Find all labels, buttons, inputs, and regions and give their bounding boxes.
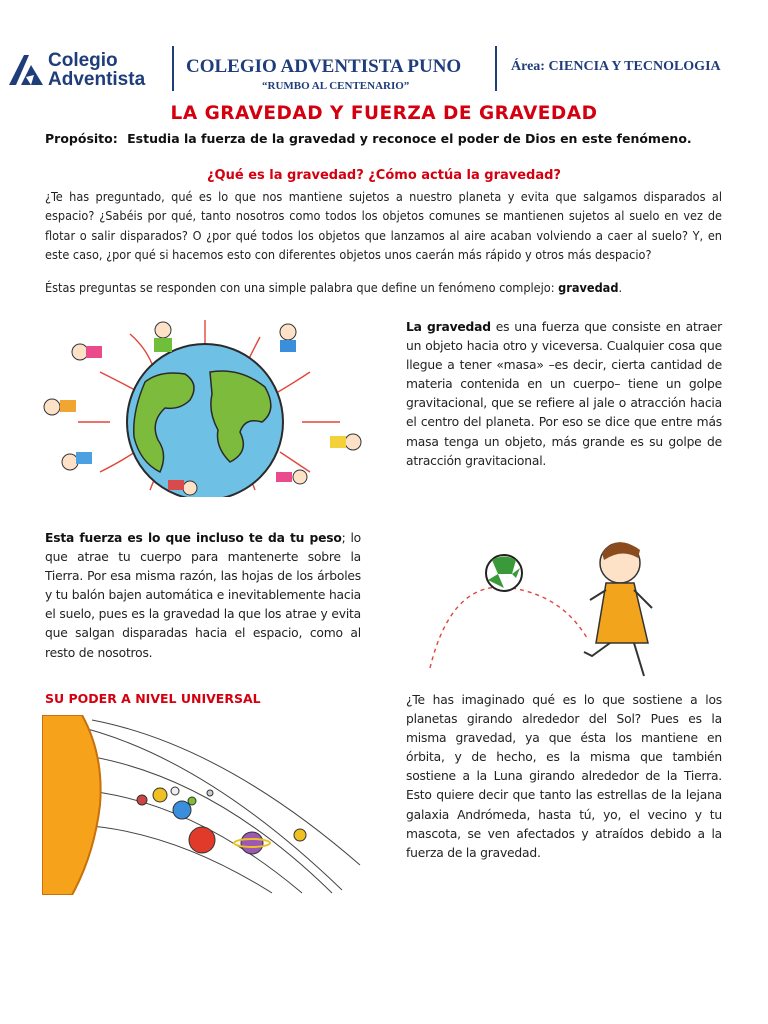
ball-trajectory [430,587,587,668]
intro-paragraph: ¿Te has preguntado, qué es lo que nos mantiene sujetos a nuestro planeta y evita que salgamos disparados al espacio? ¿Sabéis por qué, tanto nosotros como todos los objetos comunes se mantienen sujetos al suelo en vez de flotar o salir disparados? O ¿por qué todos los objetos que lanzamos al aire acaban volviendo a caer al suelo? Y, en este caso, ¿por qué si hacemos esto con diferentes objetos unos caerán más rápido y otros más despacio? [45,189,722,262]
answer-end: . [618,280,623,295]
question-heading: ¿Qué es la gravedad? ¿Cómo actúa la gravedad? [207,168,561,183]
school-name: COLEGIO ADVENTISTA PUNO [186,56,462,77]
area-label: Área: CIENCIA Y TECNOLOGIA [511,59,721,74]
weight-text: ; lo que atrae tu cuerpo para mantenerte sobre la Tierra. Por esa misma razón, las hojas de los árboles y tu balón bajen automática e inevitablemente hacia el suelo, pues es la gravedad la que los atrae y evita que salgan disparadas hacia el espacio, como al resto de nosotros. [45,531,361,660]
girl-kicking-ball-illustration [412,528,712,678]
school-motto: “RUMBO AL CENTENARIO” [262,80,410,92]
answer-text: Éstas preguntas se responden con una simple palabra que define un fenómeno complejo: [45,280,559,295]
page-title: LA GRAVEDAD Y FUERZA DE GRAVEDAD [170,103,598,124]
girl-icon [584,542,652,676]
divider-left [172,46,174,91]
answer-line [45,278,722,297]
purpose-text: Estudia la fuerza de la gravedad y reconoce el poder de Dios en este fenómeno. [127,131,692,146]
definition-bold: La gravedad [406,320,491,334]
divider-right [495,46,497,91]
purpose [45,131,692,146]
sun-icon [42,715,101,895]
universal-heading: SU PODER A NIVEL UNIVERSAL [45,691,261,706]
gravity-definition [406,318,722,471]
school-logo-icon [7,53,45,87]
weight-paragraph [45,529,361,663]
soccer-ball-icon [486,555,522,591]
weight-bold: Esta fuerza es lo que incluso te da tu peso [45,531,342,545]
logo-line-1: Colegio [48,50,118,71]
purpose-label: Propósito: [45,131,118,146]
logo-line-2: Adventista [48,69,146,90]
earth-kids-illustration [40,312,370,497]
orbits [72,720,360,893]
answer-bold: gravedad [558,280,619,295]
universe-paragraph: ¿Te has imaginado qué es lo que sostiene a los planetas girando alrededor del Sol? Pues es la misma gravedad, ya que ésta los mantiene en órbita, y de hecho, es la misma que también sostiene a la Luna girando alrededor de la Tierra. Esto quiere decir que tanto las estrellas de la lejana galaxia Andrómeda, hasta tú, yo, el vecino y tu mascota, se ven afectados y atraídos debido a la fuerza de la gravedad. [406,693,722,860]
definition-text: es una fuerza que consiste en atraer un objeto hacia otro y viceversa. Cualquier cosa que llegue a tener «masa» –es decir, cierta cantidad de materia contenida en un cuerpo– tiene un golpe gravitacional, que se refiere al jale o atracción hacia el centro del planeta. Por eso se dice que entre más masa tenga un objeto, más grande es su golpe de atracción gravitacional. [406,320,722,468]
planet-icons [137,787,306,854]
solar-system-illustration [42,715,362,895]
